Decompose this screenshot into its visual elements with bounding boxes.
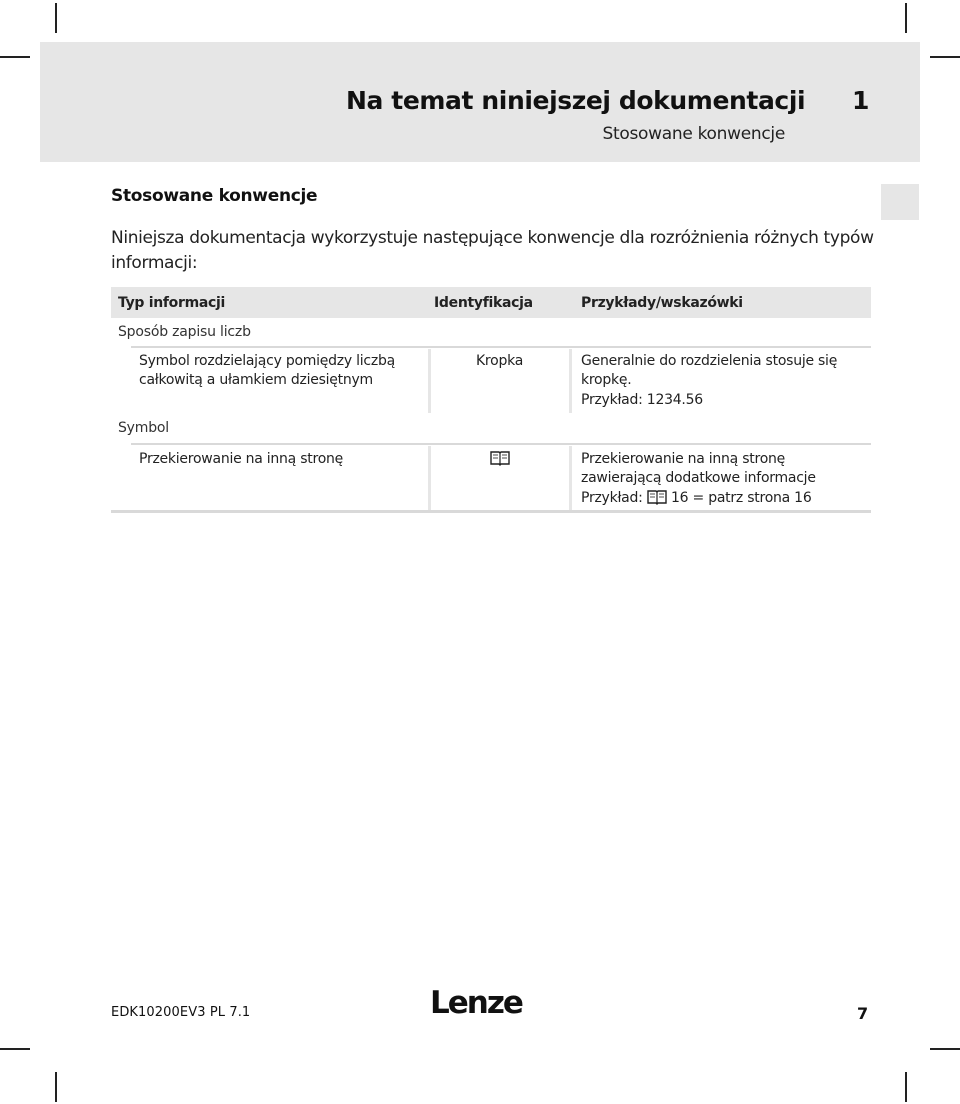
page-number: 7 [857,1004,869,1023]
crop-mark [0,1048,30,1050]
table-cell-notes-example: Przykład: 1234.56 [581,392,703,408]
table-cell-notes: Przekierowanie na inną stronę zawierającą dodatkowe informacje [581,451,816,486]
example-suffix: 16 = patrz strona 16 [671,490,812,506]
table-column-divider [428,349,431,413]
crop-mark [930,1048,960,1050]
table-group-label: Sposób zapisu liczb [118,324,251,340]
table-row-divider [131,346,871,348]
document-id: EDK10200EV3 PL 7.1 [111,1005,251,1020]
table-column-divider [428,446,431,510]
crop-mark [905,1072,907,1102]
crop-mark [905,3,907,33]
table-header-identification: Identyfikacja [434,295,533,311]
table-cell-identification: Kropka [476,353,524,369]
table-header-type: Typ informacji [118,295,226,311]
table-row-divider [131,443,871,445]
book-icon [647,489,667,511]
section-heading: Stosowane konwencje [111,186,318,206]
table-header-notes: Przykłady/wskazówki [581,295,743,311]
example-prefix: Przykład: [581,490,643,506]
table-cell-type: Symbol rozdzielający pomiędzy liczbą całkowitą a ułamkiem dziesiętnym [139,353,395,388]
table-column-divider [569,446,572,510]
table-cell-notes-example [581,489,866,511]
table-column-divider [569,349,572,413]
book-icon [490,450,510,472]
crop-mark [930,56,960,58]
table-cell-type: Przekierowanie na inną stronę [139,451,343,467]
table-cell-identification [490,450,510,472]
table-bottom-rule [111,510,871,513]
crop-mark [55,1072,57,1102]
lenze-logo: Lenze [430,985,522,1021]
intro-paragraph: Niniejsza dokumentacja wykorzystuje następujące konwencje dla rozróżnienia różnych typów informacji: [111,228,874,273]
chapter-title: Na temat niniejszej dokumentacji [346,86,806,115]
chapter-number: 1 [852,86,870,115]
crop-mark [55,3,57,33]
chapter-subtitle: Stosowane konwencje [602,124,785,144]
table-cell-notes: Generalnie do rozdzielenia stosuje się kropkę. [581,353,838,388]
chapter-side-tab [881,184,919,220]
table-group-label: Symbol [118,420,169,436]
crop-mark [0,56,30,58]
